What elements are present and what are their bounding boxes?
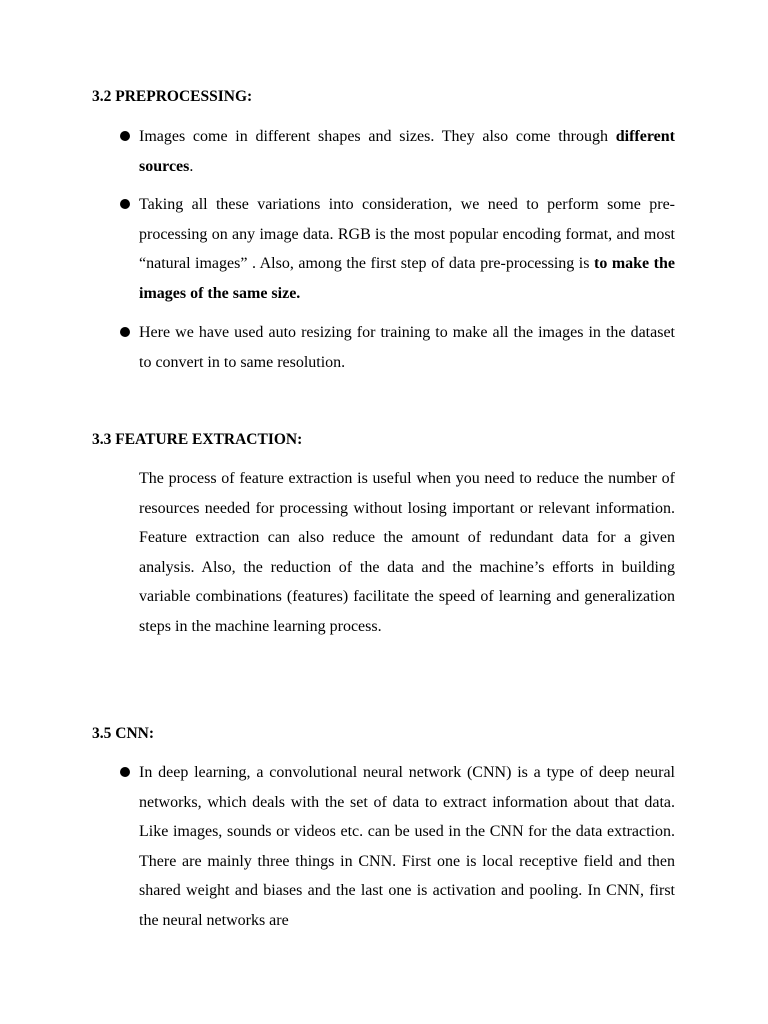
bold-text: different sources — [139, 128, 675, 175]
section-heading-cnn: 3.5 CNN: — [92, 725, 154, 742]
text-run: Taking all these variations into consideration, we need to perform some pre-processing on any image data. RGB is the most popular encoding format, and most “natural images” . Also, among the first step of data pre-processing is — [139, 196, 675, 273]
bullet-icon — [120, 327, 130, 337]
bullet-icon — [120, 131, 130, 141]
bullet-icon — [120, 199, 130, 209]
text-run: Images come in different shapes and sizes. They also come through — [139, 128, 616, 145]
section-heading-feature-extraction: 3.3 FEATURE EXTRACTION: — [92, 431, 303, 448]
text-run: . — [189, 157, 194, 175]
paragraph: Here we have used auto resizing for training to make all the images in the dataset to convert in to same resolution. — [139, 324, 675, 371]
paragraph: The process of feature extraction is useful when you need to reduce the number of resources needed for processing without losing important or relevant information. Feature extraction can also reduce the amount of redundant data for a given analysis. Also, the reduction of the data and the machine’s efforts in building variable combinations (features) facilitate the speed of learning and generalization steps in the machine learning process. — [139, 470, 675, 635]
section-heading-preprocessing: 3.2 PREPROCESSING: — [92, 88, 253, 105]
bold-text: to make the images of the same size. — [139, 255, 676, 302]
paragraph — [139, 122, 675, 181]
bullet-icon — [120, 767, 130, 777]
paragraph — [139, 190, 675, 308]
paragraph: In deep learning, a convolutional neural network (CNN) is a type of deep neural networks, which deals with the set of data to extract information about that data. Like images, sounds or videos etc. can be used in the CNN for the data extraction. There are mainly three things in CNN. First one is local receptive field and then shared weight and biases and the last one is activation and pooling. In CNN, first the neural networks are — [139, 764, 675, 929]
